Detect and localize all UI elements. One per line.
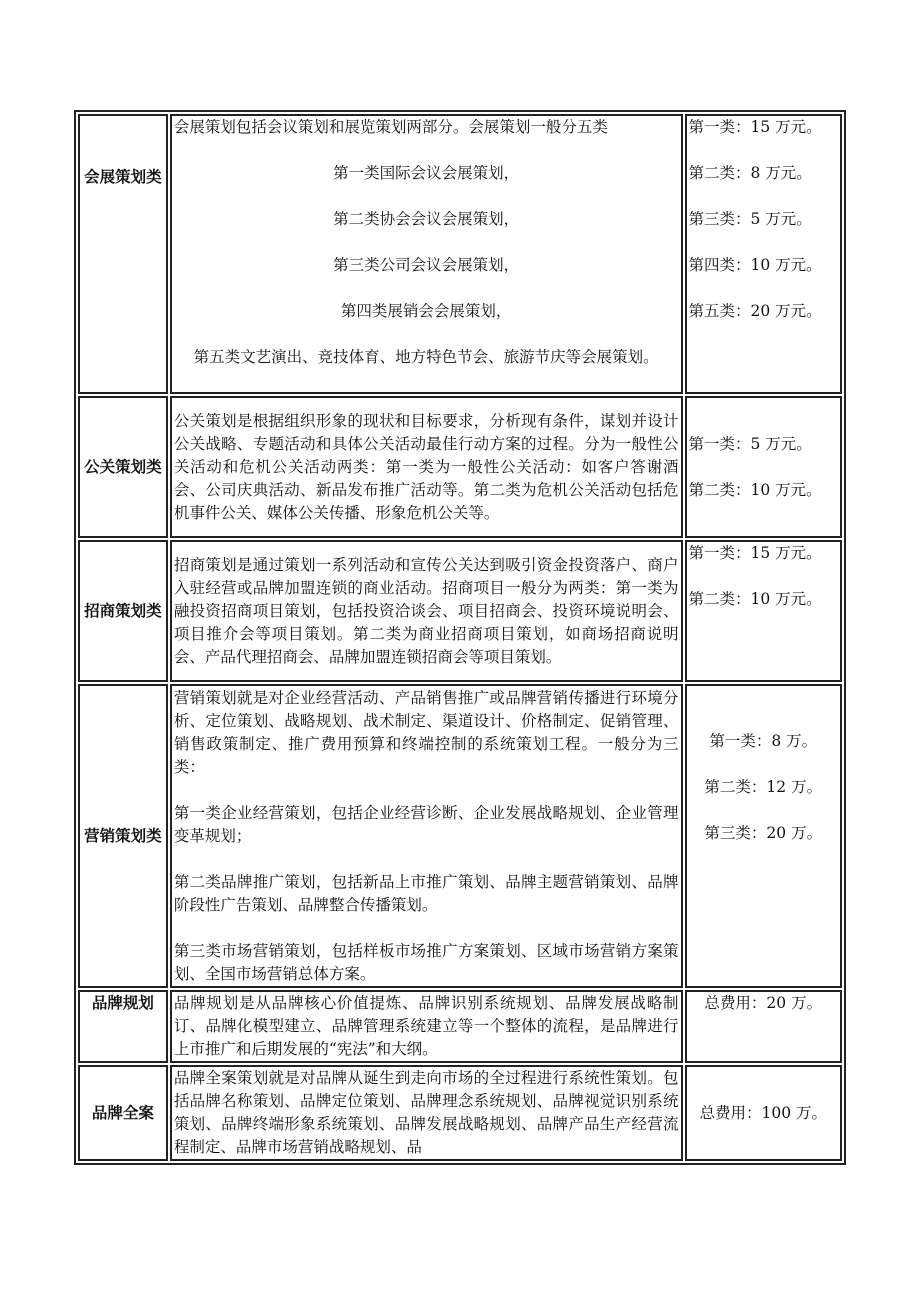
price-text: 第二类：8 万元。: [688, 164, 812, 182]
price-text: 总费用：100 万。: [699, 1103, 828, 1122]
description-text: 第四类展销会会展策划，: [340, 302, 512, 320]
description-text: 第三类公司会议会展策划，: [333, 256, 520, 274]
description-cell: [170, 114, 683, 394]
price-cell: [685, 540, 842, 682]
price-cell: [685, 684, 842, 988]
price-text: 第四类：10 万元。: [688, 256, 822, 274]
price-text: 第一类：5 万元。: [688, 434, 812, 453]
price-text: 第一类：15 万元。: [688, 118, 822, 136]
category-label: 公关策划类: [84, 457, 162, 476]
table-row: [78, 114, 842, 394]
description-cell: [170, 990, 683, 1063]
price-text: 总费用：20 万。: [704, 994, 823, 1012]
pricing-table: [74, 110, 846, 1165]
category-label: 品牌规划: [91, 994, 154, 1012]
description-text: 第五类文艺演出、竞技体育、地方特色节会、旅游节庆等会展策划。: [193, 348, 659, 366]
category-cell: [78, 114, 168, 394]
category-label: 会展策划类: [84, 168, 162, 186]
price-text: 第一类：8 万。: [709, 732, 818, 750]
description-text: 第二类协会会议会展策划，: [333, 210, 520, 228]
table-row: [78, 540, 842, 682]
description-text: 招商策划是通过策划一系列活动和宣传公关达到吸引资金投资落户、商户入驻经营或品牌加盟连锁的商业活动。招商项目一般分为两类：第一类为融投资招商项目策划，包括投资洽谈会、项目招商会、投资环境说明会、项目推介会等项目策划。第二类为商业招商项目策划，如商场招商说明会、产品代理招商会、品牌加盟连锁招商会等项目策划。: [173, 555, 679, 666]
category-cell: [78, 1065, 168, 1161]
description-cell: [170, 540, 683, 682]
description-text: 第二类品牌推广策划，包括新品上市推广策划、品牌主题营销策划、品牌阶段性广告策划、品牌整合传播策划。: [173, 872, 679, 914]
table-row: [78, 1065, 842, 1161]
category-label: 招商策划类: [84, 601, 162, 620]
table-row: [78, 396, 842, 538]
table-row: [78, 990, 842, 1063]
description-text: 第一类国际会议会展策划，: [333, 164, 520, 182]
price-text: 第三类：20 万。: [704, 824, 823, 842]
description-cell: [170, 684, 683, 988]
price-text: 第二类：12 万。: [704, 778, 823, 796]
description-cell: [170, 1065, 683, 1161]
description-text: 会展策划包括会议策划和展览策划两部分。会展策划一般分五类: [173, 118, 608, 136]
price-text: 第二类：10 万元。: [688, 590, 822, 608]
category-label: 品牌全案: [91, 1103, 154, 1122]
price-cell: [685, 114, 842, 394]
category-cell: [78, 396, 168, 538]
category-cell: [78, 684, 168, 988]
category-cell: [78, 540, 168, 682]
description-text: 品牌全案策划就是对品牌从诞生到走向市场的全过程进行系统性策划。包括品牌名称策划、品牌定位策划、品牌理念系统规划、品牌视觉识别系统策划、品牌终端形象系统策划、品牌发展战略规划、品牌产品生产经营流程制定、品牌市场营销战略规划、品: [173, 1069, 679, 1156]
price-text: 第三类：5 万元。: [688, 210, 812, 228]
price-cell: [685, 1065, 842, 1161]
description-cell: [170, 396, 683, 538]
price-text: 第一类：15 万元。: [688, 544, 822, 562]
description-text: 营销策划就是对企业经营活动、产品销售推广或品牌营销传播进行环境分析、定位策划、战略规划、战术制定、渠道设计、价格制定、促销管理、销售政策制定、推广费用预算和终端控制的系统策划工程。一般分为三类：: [173, 688, 679, 776]
price-cell: [685, 396, 842, 538]
table-row: [78, 684, 842, 988]
description-text: 品牌规划是从品牌核心价值提炼、品牌识别系统规划、品牌发展战略制订、品牌化模型建立、品牌管理系统建立等一个整体的流程，是品牌进行上市推广和后期发展的“宪法”和大纲。: [173, 994, 679, 1058]
description-text: 第一类企业经营策划，包括企业经营诊断、企业发展战略规划、企业管理变革规划；: [173, 803, 679, 845]
price-text: 第二类：10 万元。: [688, 480, 822, 499]
price-cell: [685, 990, 842, 1063]
category-cell: [78, 990, 168, 1063]
description-text: 公关策划是根据组织形象的现状和目标要求，分析现有条件，谋划并设计公关战略、专题活动和具体公关活动最佳行动方案的过程。分为一般性公关活动和危机公关活动两类：第一类为一般性公关活动：如客户答谢酒会、公司庆典活动、新品发布推广活动等。第二类为危机公关活动包括危机事件公关、媒体公关传播、形象危机公关等。: [173, 411, 679, 522]
description-text: 第三类市场营销策划，包括样板市场推广方案策划、区域市场营销方案策划、全国市场营销总体方案。: [173, 941, 679, 983]
price-text: 第五类：20 万元。: [688, 302, 822, 320]
category-label: 营销策划类: [84, 826, 162, 845]
